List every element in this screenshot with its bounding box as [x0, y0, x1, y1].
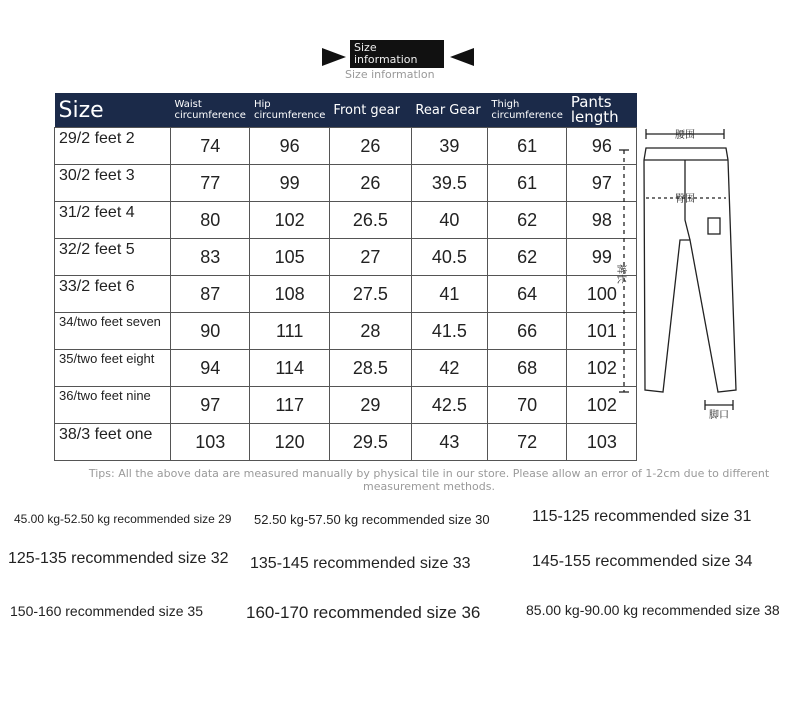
front-gear-cell: 26	[329, 165, 411, 202]
thigh-cell: 64	[487, 276, 566, 313]
header-thigh: Thigh circumference	[487, 93, 566, 128]
title-banner	[322, 40, 474, 70]
ribbon-right-icon	[450, 48, 474, 66]
front-gear-cell: 27	[329, 239, 411, 276]
hip-cell: 96	[250, 128, 329, 165]
banner-subtitle: Size informatlon	[345, 68, 435, 81]
hip-cell: 114	[250, 350, 329, 387]
ribbon-left-icon	[322, 48, 346, 66]
front-gear-cell: 28	[329, 313, 411, 350]
tips-text: Tips: All the above data are measured manually by physical tile in our store. Please allow an error of 1-2cm due to different measurement methods.	[88, 467, 770, 493]
hip-cell: 105	[250, 239, 329, 276]
size-cell: 31/2 feet 4	[55, 202, 171, 239]
size-cell: 38/3 feet one	[55, 424, 171, 461]
size-cell: 32/2 feet 5	[55, 239, 171, 276]
waist-cell: 80	[171, 202, 250, 239]
rear-gear-cell: 40.5	[411, 239, 487, 276]
header-hip: Hip circumference	[250, 93, 329, 128]
waist-cell: 87	[171, 276, 250, 313]
banner-title: Size information	[350, 40, 444, 68]
pants-length-cell: 102	[567, 350, 637, 387]
table-row	[55, 128, 637, 165]
pants-length-cell: 101	[567, 313, 637, 350]
front-gear-cell: 26.5	[329, 202, 411, 239]
rear-gear-cell: 39.5	[411, 165, 487, 202]
pants-length-cell: 96	[567, 128, 637, 165]
table-row	[55, 424, 637, 461]
table-row	[55, 165, 637, 202]
size-cell: 33/2 feet 6	[55, 276, 171, 313]
front-gear-cell: 27.5	[329, 276, 411, 313]
hip-cell: 117	[250, 387, 329, 424]
hip-cell: 108	[250, 276, 329, 313]
waist-cell: 77	[171, 165, 250, 202]
pants-length-cell: 102	[567, 387, 637, 424]
recommendation-item: 135-145 recommended size 33	[250, 555, 471, 572]
hip-cell: 102	[250, 202, 329, 239]
front-gear-cell: 26	[329, 128, 411, 165]
waist-label: 腰围	[675, 130, 695, 141]
waist-cell: 74	[171, 128, 250, 165]
header-pants-length: Pants length	[567, 93, 637, 128]
pants-length-cell: 103	[567, 424, 637, 461]
table-header-row	[55, 93, 637, 128]
table-row	[55, 387, 637, 424]
size-cell: 30/2 feet 3	[55, 165, 171, 202]
pants-outline-icon	[608, 120, 758, 420]
recommendation-item: 145-155 recommended size 34	[532, 553, 753, 570]
thigh-cell: 68	[487, 350, 566, 387]
leg-opening-label: 脚口	[709, 410, 729, 420]
table-row	[55, 350, 637, 387]
pants-length-cell: 100	[567, 276, 637, 313]
waist-cell: 94	[171, 350, 250, 387]
hip-cell: 99	[250, 165, 329, 202]
waist-cell: 103	[171, 424, 250, 461]
header-front-gear: Front gear	[329, 93, 411, 128]
rear-gear-cell: 40	[411, 202, 487, 239]
length-label: 裤长	[615, 264, 626, 284]
recommendation-item: 52.50 kg-57.50 kg recommended size 30	[254, 512, 490, 527]
recommendation-item: 85.00 kg-90.00 kg recommended size 38	[526, 602, 780, 618]
hip-cell: 120	[250, 424, 329, 461]
rear-gear-cell: 41.5	[411, 313, 487, 350]
table-row	[55, 239, 637, 276]
rear-gear-cell: 42.5	[411, 387, 487, 424]
recommendation-item: 160-170 recommended size 36	[246, 603, 481, 622]
thigh-cell: 61	[487, 165, 566, 202]
thigh-cell: 70	[487, 387, 566, 424]
table-row	[55, 313, 637, 350]
thigh-cell: 62	[487, 239, 566, 276]
rear-gear-cell: 43	[411, 424, 487, 461]
thigh-cell: 61	[487, 128, 566, 165]
waist-cell: 90	[171, 313, 250, 350]
hip-cell: 111	[250, 313, 329, 350]
waist-cell: 83	[171, 239, 250, 276]
pants-length-cell: 97	[567, 165, 637, 202]
rear-gear-cell: 39	[411, 128, 487, 165]
header-size: Size	[55, 93, 171, 128]
front-gear-cell: 29	[329, 387, 411, 424]
size-cell: 36/two feet nine	[55, 387, 171, 424]
pants-length-cell: 99	[567, 239, 637, 276]
thigh-cell: 62	[487, 202, 566, 239]
size-cell: 29/2 feet 2	[55, 128, 171, 165]
size-cell: 34/two feet seven	[55, 313, 171, 350]
header-rear-gear: Rear Gear	[411, 93, 487, 128]
recommendation-item: 150-160 recommended size 35	[10, 603, 204, 619]
thigh-cell: 66	[487, 313, 566, 350]
size-table	[54, 93, 637, 461]
hip-label: 臀围	[675, 194, 695, 205]
waist-cell: 97	[171, 387, 250, 424]
front-gear-cell: 29.5	[329, 424, 411, 461]
size-cell: 35/two feet eight	[55, 350, 171, 387]
recommendation-item: 125-135 recommended size 32	[8, 550, 229, 567]
rear-gear-cell: 41	[411, 276, 487, 313]
table-row	[55, 202, 637, 239]
pants-length-cell: 98	[567, 202, 637, 239]
front-gear-cell: 28.5	[329, 350, 411, 387]
table-row	[55, 276, 637, 313]
header-waist: Waist circumference	[171, 93, 250, 128]
thigh-cell: 72	[487, 424, 566, 461]
recommendation-item: 115-125 recommended size 31	[532, 508, 752, 525]
rear-gear-cell: 42	[411, 350, 487, 387]
recommendation-item: 45.00 kg-52.50 kg recommended size 29	[14, 512, 232, 526]
